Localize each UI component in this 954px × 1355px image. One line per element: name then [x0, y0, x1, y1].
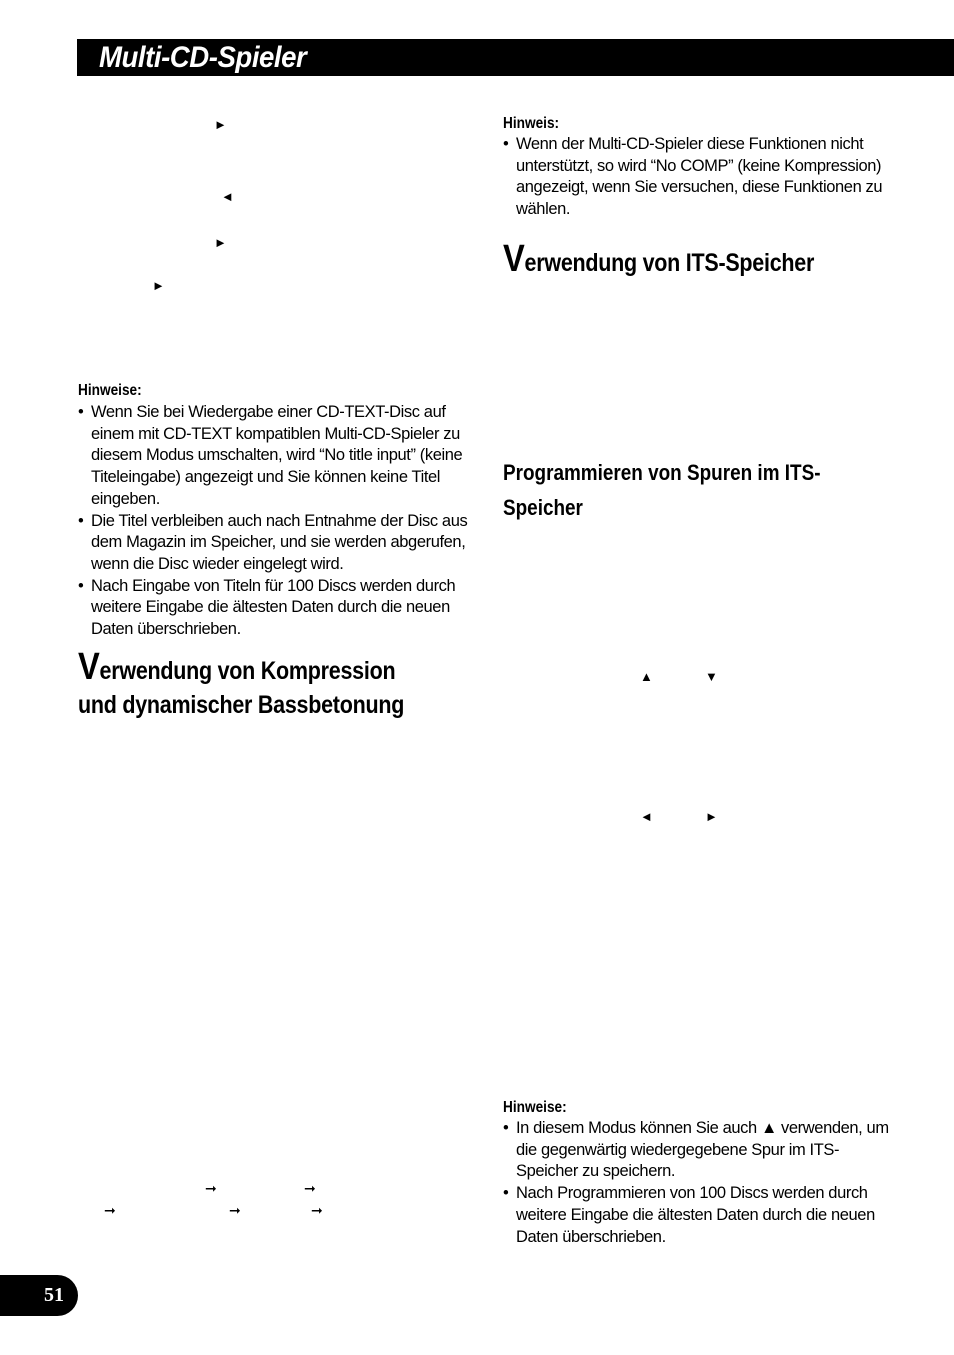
right-triangle-icon: ► — [705, 809, 718, 824]
list-item: • Nach Programmieren von 100 Discs werden durch weitere Eingabe die ältesten Daten durch die neuen Daten überschrieben. — [503, 1183, 893, 1248]
page-title: Multi-CD-Spieler — [99, 41, 307, 74]
notes-heading: Hinweise: — [503, 1099, 567, 1116]
left-triangle-icon: ◄ — [640, 809, 653, 824]
subheading-line: Speicher — [503, 495, 583, 520]
heading-line: und dynamischer Bassbetonung — [78, 691, 405, 719]
right-arrow-icon: ➞ — [205, 1180, 217, 1196]
right-triangle-icon: ► — [214, 117, 227, 132]
page-number: 51 — [44, 1284, 64, 1306]
list-item: • In diesem Modus können Sie auch ▲ verwenden, um die gegenwärtig wiedergegebene Spur im ITS-Speicher zu speichern. — [503, 1118, 893, 1183]
down-triangle-icon: ▼ — [705, 669, 718, 684]
page-number-badge — [0, 1275, 78, 1316]
section-heading-compression — [78, 646, 405, 722]
heading-initial: V — [503, 238, 525, 280]
subheading-line: Programmieren von Spuren im ITS- — [503, 460, 821, 485]
note-heading: Hinweis: — [503, 115, 560, 132]
right-arrow-icon: ➞ — [311, 1202, 323, 1218]
up-triangle-icon: ▲ — [640, 669, 653, 684]
right-arrow-icon: ➞ — [229, 1202, 241, 1218]
right-arrow-icon: ➞ — [104, 1202, 116, 1218]
heading-line: erwendung von ITS-Speicher — [524, 249, 815, 277]
heading-line: erwendung von Kompression — [99, 657, 396, 685]
list-item: • Wenn der Multi-CD-Spieler diese Funktionen nicht unterstützt, so wird “No COMP” (keine Kompression) angezeigt, wenn Sie versuchen, diese Funktionen zu wählen. — [503, 134, 898, 221]
list-item: • Wenn Sie bei Wiedergabe einer CD-TEXT-Disc auf einem mit CD-TEXT kompatiblen Multi-CD-Spieler zu diesem Modus umschalten, wird “No title input” (keine Titeleingabe) angezeigt und Sie können keine Titel eingeben. — [78, 402, 468, 511]
right-triangle-icon: ► — [152, 278, 165, 293]
right-triangle-icon: ► — [214, 235, 227, 250]
left-triangle-icon: ◄ — [221, 189, 234, 204]
note-list — [503, 134, 898, 221]
section-heading-its — [503, 238, 815, 280]
notes-heading: Hinweise: — [78, 382, 142, 399]
right-arrow-icon: ➞ — [304, 1180, 316, 1196]
notes-list — [503, 1118, 893, 1248]
header-bar — [77, 39, 954, 76]
list-item: • Die Titel verbleiben auch nach Entnahme der Disc aus dem Magazin im Speicher, und sie werden abgerufen, wenn die Disc wieder eingelegt wird. — [78, 511, 468, 576]
notes-list — [78, 402, 468, 641]
heading-initial: V — [78, 646, 100, 688]
subheading-programming — [503, 455, 821, 525]
list-item: • Nach Eingabe von Titeln für 100 Discs werden durch weitere Eingabe die ältesten Daten durch die neuen Daten überschrieben. — [78, 576, 468, 641]
